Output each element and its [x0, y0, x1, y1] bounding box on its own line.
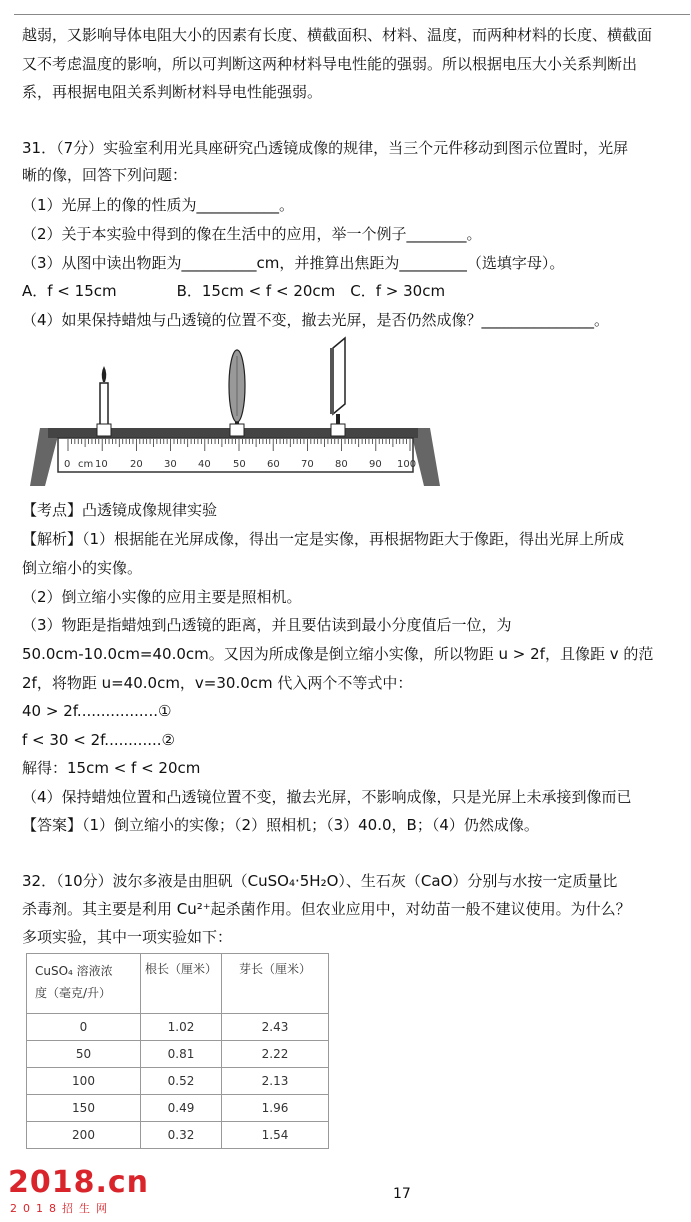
header-shoot-length: 芽长（厘米）	[222, 954, 329, 1014]
tick-label-100: 100	[397, 459, 417, 470]
tick-label-40: 40	[198, 459, 211, 470]
tick-label-20: 20	[130, 459, 143, 470]
tick-label-10: 10	[95, 459, 108, 470]
tick-label-60: 60	[267, 459, 280, 470]
question-31-part-3: （3）从图中读出物距为__________cm，并推算出焦距为_________（选填字母）。	[22, 254, 565, 272]
table-row	[27, 1041, 329, 1068]
page-number: 17	[393, 1186, 411, 1202]
tick-label-30: 30	[164, 459, 177, 470]
question-31-part-1: （1）光屏上的像的性质为___________。	[22, 196, 295, 214]
solution-31-analysis-7: （4）保持蜡烛位置和凸透镜位置不变，撤去光屏，不影响成像，只是光屏上未承接到像而已	[22, 788, 632, 806]
question-31-stem-2: 晰的像，回答下列问题：	[22, 166, 188, 184]
tick-label-80: 80	[335, 459, 348, 470]
cell-root: 0.52	[141, 1068, 222, 1095]
table-row	[27, 1095, 329, 1122]
solution-31-inequality-1: 40 > 2f.................①	[22, 702, 172, 720]
cell-shoot: 2.22	[222, 1041, 329, 1068]
header-concentration-line-1: CuSO₄ 溶液浓	[35, 964, 113, 978]
solution-31-result: 解得：15cm < f < 20cm	[22, 759, 201, 777]
candle	[97, 366, 111, 436]
solution-31-analysis-4: （3）物距是指蜡烛到凸透镜的距离，并且要估读到最小分度值后一位，为	[22, 616, 512, 634]
prev-solution-line-1: 越弱，又影响导体电阻大小的因素有长度、横截面积、材料、温度，而两种材料的长度、横截面	[22, 26, 653, 44]
solution-31-topic: 【考点】凸透镜成像规律实验	[22, 501, 218, 519]
question-31-options: A．f < 15cm B．15cm < f < 20cm C．f > 30cm	[22, 282, 446, 300]
table-row	[27, 1014, 329, 1041]
header-concentration	[27, 954, 141, 1014]
table-row	[27, 1122, 329, 1149]
cell-shoot: 2.13	[222, 1068, 329, 1095]
solution-31-inequality-2: f < 30 < 2f............②	[22, 731, 175, 749]
question-32-stem-1: 32．（10分）波尔多液是由胆矾（CuSO₄·5H₂O）、生石灰（CaO）分别与水按一定质量比	[22, 872, 618, 890]
table-row	[27, 1068, 329, 1095]
cell-concentration: 150	[27, 1095, 141, 1122]
site-logo	[8, 1166, 158, 1218]
tick-label-cm: cm	[78, 459, 94, 470]
question-31-part-2: （2）关于本实验中得到的像在生活中的应用，举一个例子________。	[22, 225, 482, 243]
light-screen	[330, 338, 345, 436]
tick-label-70: 70	[301, 459, 314, 470]
convex-lens	[229, 350, 245, 436]
cell-root: 1.02	[141, 1014, 222, 1041]
tick-label-0: 0	[64, 459, 71, 470]
question-32-stem-2: 杀毒剂。其主要是利用 Cu²⁺起杀菌作用。但农业应用中，对幼苗一般不建议使用。为什么？	[22, 900, 631, 918]
optical-bench-figure	[30, 336, 450, 491]
solution-31-analysis-3: （2）倒立缩小实像的应用主要是照相机。	[22, 588, 302, 606]
tick-label-90: 90	[369, 459, 382, 470]
prev-solution-line-3: 系，再根据电阻关系判断材料导电性能强弱。	[22, 83, 323, 101]
solution-31-answer: 【答案】（1）倒立缩小的实像；（2）照相机；（3）40.0，B；（4）仍然成像。	[22, 816, 539, 834]
logo-main-text: 2018.cn	[8, 1165, 150, 1200]
cell-root: 0.49	[141, 1095, 222, 1122]
cell-concentration: 100	[27, 1068, 141, 1095]
cell-shoot: 1.96	[222, 1095, 329, 1122]
tick-label-50: 50	[233, 459, 246, 470]
cell-concentration: 200	[27, 1122, 141, 1149]
solution-31-analysis-1: 【解析】（1）根据能在光屏成像，得出一定是实像，再根据物距大于像距，得出光屏上所成	[22, 530, 625, 548]
header-concentration-line-2: 度（毫克/升）	[35, 986, 112, 1000]
question-31-part-4: （4）如果保持蜡烛与凸透镜的位置不变，撤去光屏，是否仍然成像？_______________。	[22, 311, 610, 329]
cell-root: 0.32	[141, 1122, 222, 1149]
cell-concentration: 0	[27, 1014, 141, 1041]
cell-concentration: 50	[27, 1041, 141, 1068]
solution-31-analysis-2: 倒立缩小的实像。	[22, 559, 143, 577]
prev-solution-line-2: 又不考虑温度的影响，所以可判断这两种材料导电性能的强弱。所以根据电压大小关系判断出	[22, 55, 638, 73]
question-31-stem: 31．（7分）实验室利用光具座研究凸透镜成像的规律，当三个元件移动到图示位置时，光屏	[22, 139, 629, 157]
solution-31-analysis-5: 50.0cm-10.0cm=40.0cm。又因为所成像是倒立缩小实像，所以物距 u > 2f，且像距 v 的范	[22, 645, 654, 663]
table-header-row	[27, 954, 329, 1014]
question-32-stem-3: 多项实验，其中一项实验如下：	[22, 928, 233, 946]
cell-root: 0.81	[141, 1041, 222, 1068]
cell-shoot: 1.54	[222, 1122, 329, 1149]
top-rule	[14, 14, 690, 15]
header-root-length: 根长（厘米）	[141, 954, 222, 1014]
experiment-table	[26, 953, 329, 1149]
cell-shoot: 2.43	[222, 1014, 329, 1041]
logo-sub-text: 2018招生网	[10, 1202, 113, 1215]
solution-31-analysis-6: 2f，将物距 u=40.0cm，v=30.0cm 代入两个不等式中：	[22, 674, 413, 692]
